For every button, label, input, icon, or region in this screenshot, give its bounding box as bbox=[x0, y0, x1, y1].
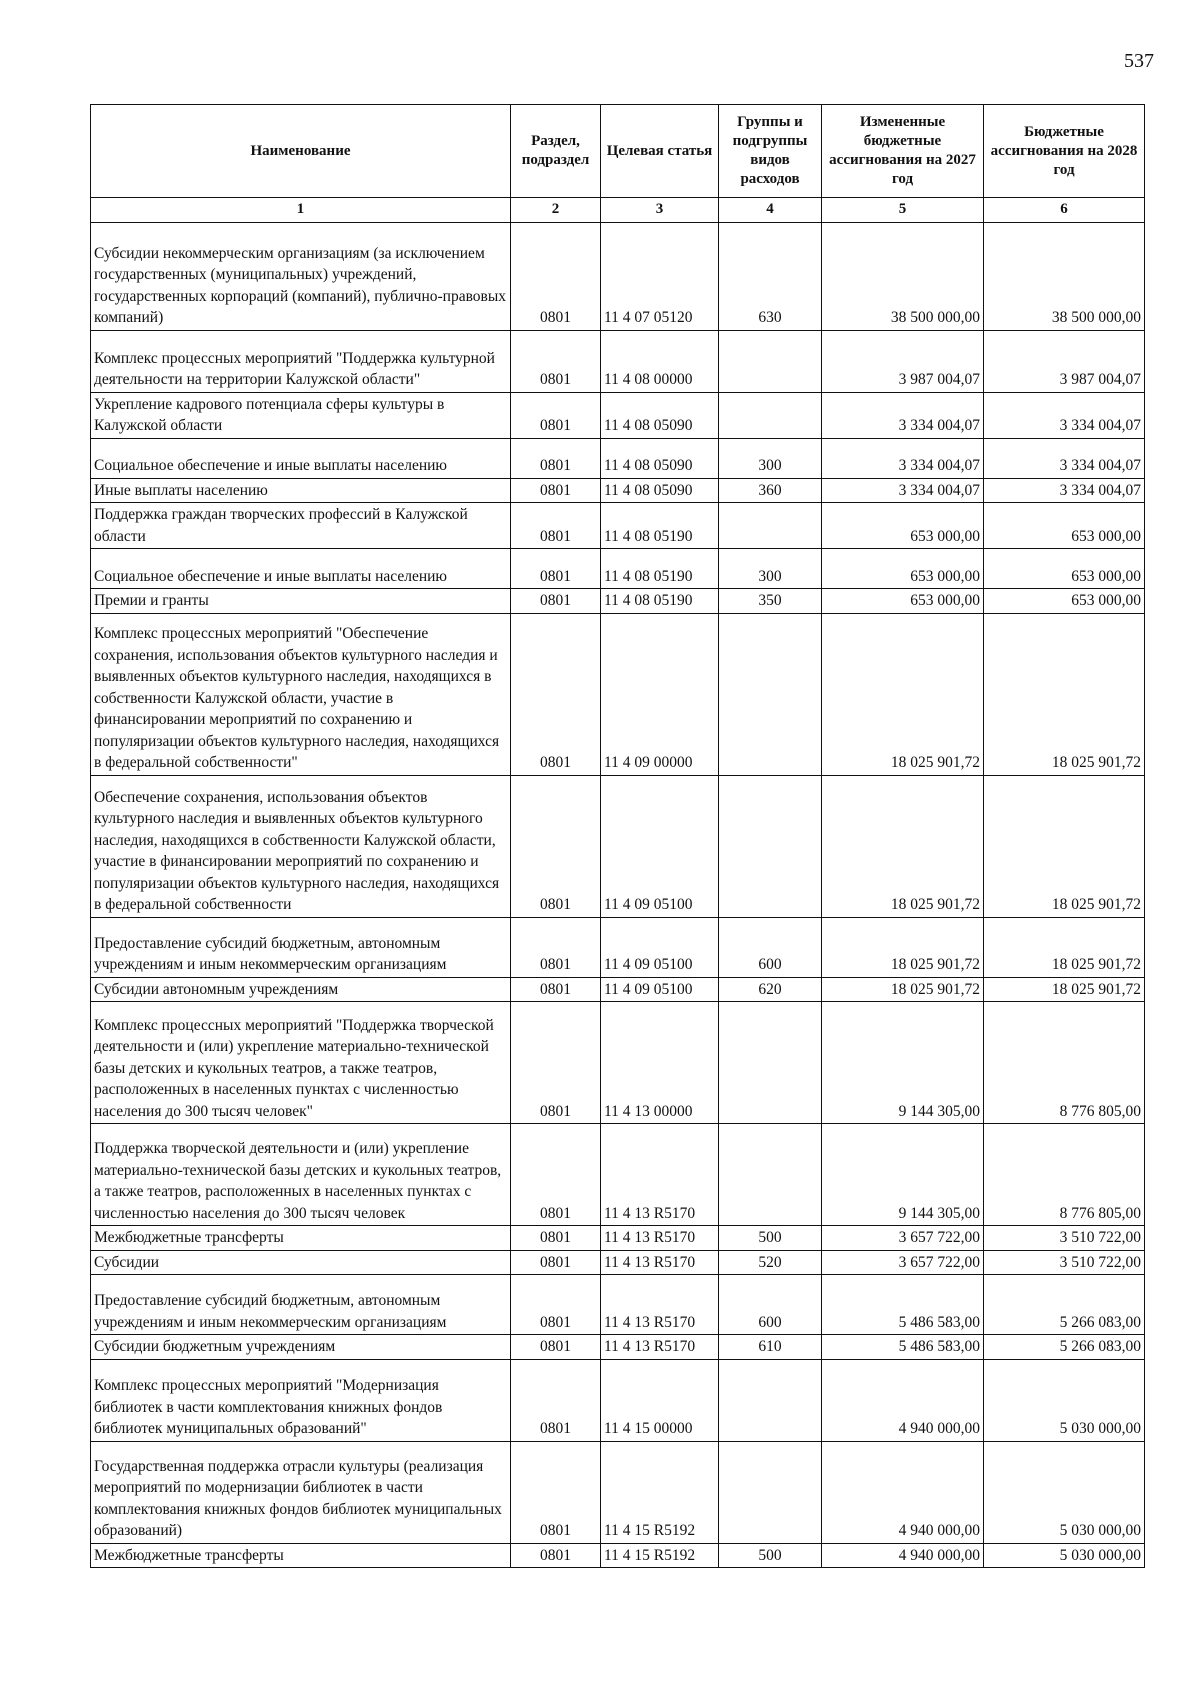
row-sum-2027: 5 486 583,00 bbox=[822, 1275, 984, 1335]
column-number: 1 bbox=[91, 198, 511, 223]
table-row bbox=[91, 1275, 1145, 1335]
row-section: 0801 bbox=[511, 438, 601, 478]
row-sum-2027: 3 657 722,00 bbox=[822, 1250, 984, 1275]
table-row bbox=[91, 1226, 1145, 1251]
row-target: 11 4 13 R5170 bbox=[601, 1275, 719, 1335]
row-sum-2028: 8 776 805,00 bbox=[984, 1002, 1145, 1124]
row-sum-2027: 18 025 901,72 bbox=[822, 977, 984, 1002]
table-row bbox=[91, 613, 1145, 775]
row-target: 11 4 09 00000 bbox=[601, 613, 719, 775]
row-group: 300 bbox=[719, 549, 822, 589]
row-target: 11 4 09 05100 bbox=[601, 977, 719, 1002]
row-sum-2028: 3 510 722,00 bbox=[984, 1226, 1145, 1251]
row-target: 11 4 08 05090 bbox=[601, 438, 719, 478]
row-target: 11 4 13 R5170 bbox=[601, 1124, 719, 1226]
row-target: 11 4 08 05190 bbox=[601, 589, 719, 614]
row-name: Комплекс процессных мероприятий "Поддержка творческой деятельности и (или) укрепление материально-технической базы детских и кукольных театров, а также театров, расположенных в населенных пунктах с численностью населения до 300 тысяч человек" bbox=[91, 1002, 511, 1124]
row-group: 600 bbox=[719, 1275, 822, 1335]
row-target: 11 4 09 05100 bbox=[601, 917, 719, 977]
table-row bbox=[91, 330, 1145, 392]
table-row bbox=[91, 503, 1145, 549]
row-sum-2028: 18 025 901,72 bbox=[984, 775, 1145, 917]
header-name: Наименование bbox=[91, 105, 511, 198]
page-number: 537 bbox=[1124, 50, 1154, 72]
row-group bbox=[719, 1441, 822, 1543]
table-row bbox=[91, 549, 1145, 589]
column-number-row bbox=[91, 198, 1145, 223]
row-target: 11 4 08 05090 bbox=[601, 392, 719, 438]
row-sum-2028: 5 266 083,00 bbox=[984, 1275, 1145, 1335]
column-number: 5 bbox=[822, 198, 984, 223]
row-name: Обеспечение сохранения, использования объектов культурного наследия и выявленных объектов культурного наследия, находящихся в собственности Калужской области, участие в финансировании мероприятий по сохранению и популяризации объектов культурного наследия, находящихся в федеральной собственности bbox=[91, 775, 511, 917]
table-row bbox=[91, 1124, 1145, 1226]
row-section: 0801 bbox=[511, 1250, 601, 1275]
table-row bbox=[91, 1250, 1145, 1275]
row-sum-2027: 3 334 004,07 bbox=[822, 392, 984, 438]
row-sum-2027: 653 000,00 bbox=[822, 503, 984, 549]
column-number: 6 bbox=[984, 198, 1145, 223]
row-sum-2028: 3 987 004,07 bbox=[984, 330, 1145, 392]
table-row bbox=[91, 977, 1145, 1002]
column-number: 4 bbox=[719, 198, 822, 223]
row-group bbox=[719, 613, 822, 775]
row-name: Укрепление кадрового потенциала сферы культуры в Калужской области bbox=[91, 392, 511, 438]
row-sum-2027: 653 000,00 bbox=[822, 589, 984, 614]
row-section: 0801 bbox=[511, 392, 601, 438]
row-sum-2028: 5 030 000,00 bbox=[984, 1543, 1145, 1568]
row-target: 11 4 13 R5170 bbox=[601, 1250, 719, 1275]
row-section: 0801 bbox=[511, 613, 601, 775]
row-sum-2028: 653 000,00 bbox=[984, 549, 1145, 589]
table-row bbox=[91, 1335, 1145, 1360]
row-name: Предоставление субсидий бюджетным, автономным учреждениям и иным некоммерческим организациям bbox=[91, 917, 511, 977]
row-section: 0801 bbox=[511, 222, 601, 330]
row-group: 620 bbox=[719, 977, 822, 1002]
row-sum-2027: 38 500 000,00 bbox=[822, 222, 984, 330]
row-target: 11 4 13 R5170 bbox=[601, 1335, 719, 1360]
row-target: 11 4 08 05190 bbox=[601, 503, 719, 549]
row-sum-2028: 38 500 000,00 bbox=[984, 222, 1145, 330]
header-section: Раздел, подраздел bbox=[511, 105, 601, 198]
row-sum-2028: 5 030 000,00 bbox=[984, 1359, 1145, 1441]
row-section: 0801 bbox=[511, 1543, 601, 1568]
table-row bbox=[91, 1441, 1145, 1543]
row-name: Комплекс процессных мероприятий "Поддержка культурной деятельности на территории Калужской области" bbox=[91, 330, 511, 392]
row-sum-2028: 653 000,00 bbox=[984, 589, 1145, 614]
row-group: 520 bbox=[719, 1250, 822, 1275]
row-target: 11 4 13 00000 bbox=[601, 1002, 719, 1124]
column-number: 3 bbox=[601, 198, 719, 223]
row-name: Субсидии автономным учреждениям bbox=[91, 977, 511, 1002]
row-group bbox=[719, 330, 822, 392]
row-sum-2028: 3 334 004,07 bbox=[984, 438, 1145, 478]
row-section: 0801 bbox=[511, 1002, 601, 1124]
row-group: 500 bbox=[719, 1543, 822, 1568]
header-sum-2028: Бюджетные ассигнования на 2028 год bbox=[984, 105, 1145, 198]
row-section: 0801 bbox=[511, 1335, 601, 1360]
row-group bbox=[719, 503, 822, 549]
row-name: Поддержка граждан творческих профессий в Калужской области bbox=[91, 503, 511, 549]
table-row bbox=[91, 1543, 1145, 1568]
row-target: 11 4 15 R5192 bbox=[601, 1441, 719, 1543]
row-group: 610 bbox=[719, 1335, 822, 1360]
row-sum-2027: 4 940 000,00 bbox=[822, 1359, 984, 1441]
row-name: Социальное обеспечение и иные выплаты населению bbox=[91, 549, 511, 589]
row-sum-2028: 5 030 000,00 bbox=[984, 1441, 1145, 1543]
table-row bbox=[91, 222, 1145, 330]
row-name: Иные выплаты населению bbox=[91, 478, 511, 503]
row-sum-2027: 3 987 004,07 bbox=[822, 330, 984, 392]
row-sum-2027: 18 025 901,72 bbox=[822, 917, 984, 977]
row-sum-2027: 4 940 000,00 bbox=[822, 1441, 984, 1543]
row-group: 300 bbox=[719, 438, 822, 478]
row-sum-2028: 18 025 901,72 bbox=[984, 917, 1145, 977]
row-group bbox=[719, 775, 822, 917]
row-sum-2028: 653 000,00 bbox=[984, 503, 1145, 549]
table-row bbox=[91, 775, 1145, 917]
row-target: 11 4 07 05120 bbox=[601, 222, 719, 330]
row-group bbox=[719, 1124, 822, 1226]
row-section: 0801 bbox=[511, 549, 601, 589]
row-name: Премии и гранты bbox=[91, 589, 511, 614]
column-number: 2 bbox=[511, 198, 601, 223]
header-group: Группы и подгруппы видов расходов bbox=[719, 105, 822, 198]
row-sum-2027: 5 486 583,00 bbox=[822, 1335, 984, 1360]
row-name: Комплекс процессных мероприятий "Обеспечение сохранения, использования объектов культурного наследия и выявленных объектов культурного наследия, находящихся в собственности Калужской области, участие в финансировании мероприятий по сохранению и популяризации объектов культурного наследия, находящихся в федеральной собственности" bbox=[91, 613, 511, 775]
row-group: 500 bbox=[719, 1226, 822, 1251]
row-target: 11 4 15 00000 bbox=[601, 1359, 719, 1441]
row-sum-2028: 8 776 805,00 bbox=[984, 1124, 1145, 1226]
row-target: 11 4 08 00000 bbox=[601, 330, 719, 392]
row-sum-2027: 4 940 000,00 bbox=[822, 1543, 984, 1568]
row-name: Субсидии некоммерческим организациям (за исключением государственных (муниципальных) учреждений, государственных корпораций (компаний), публично-правовых компаний) bbox=[91, 222, 511, 330]
row-section: 0801 bbox=[511, 1275, 601, 1335]
header-row bbox=[91, 105, 1145, 198]
row-group: 630 bbox=[719, 222, 822, 330]
row-section: 0801 bbox=[511, 503, 601, 549]
row-section: 0801 bbox=[511, 1124, 601, 1226]
row-group: 600 bbox=[719, 917, 822, 977]
table-row bbox=[91, 478, 1145, 503]
row-sum-2028: 18 025 901,72 bbox=[984, 977, 1145, 1002]
row-name: Межбюджетные трансферты bbox=[91, 1543, 511, 1568]
row-group bbox=[719, 1359, 822, 1441]
row-section: 0801 bbox=[511, 478, 601, 503]
row-target: 11 4 08 05090 bbox=[601, 478, 719, 503]
row-target: 11 4 08 05190 bbox=[601, 549, 719, 589]
row-sum-2028: 18 025 901,72 bbox=[984, 613, 1145, 775]
row-sum-2027: 3 334 004,07 bbox=[822, 438, 984, 478]
row-group bbox=[719, 392, 822, 438]
row-section: 0801 bbox=[511, 1226, 601, 1251]
row-name: Субсидии bbox=[91, 1250, 511, 1275]
row-target: 11 4 09 05100 bbox=[601, 775, 719, 917]
row-name: Поддержка творческой деятельности и (или) укрепление материально-технической базы детских и кукольных театров, а также театров, расположенных в населенных пунктах с численностью населения до 300 тысяч человек bbox=[91, 1124, 511, 1226]
row-section: 0801 bbox=[511, 1441, 601, 1543]
row-name: Социальное обеспечение и иные выплаты населению bbox=[91, 438, 511, 478]
row-section: 0801 bbox=[511, 977, 601, 1002]
budget-table bbox=[90, 104, 1145, 1568]
table-row bbox=[91, 1002, 1145, 1124]
row-sum-2028: 3 510 722,00 bbox=[984, 1250, 1145, 1275]
row-group: 350 bbox=[719, 589, 822, 614]
table-row bbox=[91, 589, 1145, 614]
row-target: 11 4 15 R5192 bbox=[601, 1543, 719, 1568]
row-section: 0801 bbox=[511, 1359, 601, 1441]
row-sum-2027: 9 144 305,00 bbox=[822, 1124, 984, 1226]
row-sum-2028: 3 334 004,07 bbox=[984, 478, 1145, 503]
header-sum-2027: Измененные бюджетные ассигнования на 2027 год bbox=[822, 105, 984, 198]
row-sum-2028: 3 334 004,07 bbox=[984, 392, 1145, 438]
row-group: 360 bbox=[719, 478, 822, 503]
row-sum-2027: 18 025 901,72 bbox=[822, 775, 984, 917]
row-section: 0801 bbox=[511, 917, 601, 977]
row-sum-2027: 3 657 722,00 bbox=[822, 1226, 984, 1251]
row-name: Комплекс процессных мероприятий "Модернизация библиотек в части комплектования книжных фондов библиотек муниципальных образований" bbox=[91, 1359, 511, 1441]
header-target: Целевая статья bbox=[601, 105, 719, 198]
row-name: Субсидии бюджетным учреждениям bbox=[91, 1335, 511, 1360]
row-group bbox=[719, 1002, 822, 1124]
row-name: Межбюджетные трансферты bbox=[91, 1226, 511, 1251]
table-row bbox=[91, 1359, 1145, 1441]
table-row bbox=[91, 438, 1145, 478]
row-sum-2028: 5 266 083,00 bbox=[984, 1335, 1145, 1360]
row-section: 0801 bbox=[511, 775, 601, 917]
table-body bbox=[91, 222, 1145, 1568]
row-sum-2027: 18 025 901,72 bbox=[822, 613, 984, 775]
row-name: Государственная поддержка отрасли культуры (реализация мероприятий по модернизации библиотек в части комплектования книжных фондов библиотек муниципальных образований) bbox=[91, 1441, 511, 1543]
row-sum-2027: 9 144 305,00 bbox=[822, 1002, 984, 1124]
table-row bbox=[91, 917, 1145, 977]
row-sum-2027: 653 000,00 bbox=[822, 549, 984, 589]
table-row bbox=[91, 392, 1145, 438]
row-target: 11 4 13 R5170 bbox=[601, 1226, 719, 1251]
row-sum-2027: 3 334 004,07 bbox=[822, 478, 984, 503]
row-section: 0801 bbox=[511, 589, 601, 614]
row-section: 0801 bbox=[511, 330, 601, 392]
row-name: Предоставление субсидий бюджетным, автономным учреждениям и иным некоммерческим организациям bbox=[91, 1275, 511, 1335]
